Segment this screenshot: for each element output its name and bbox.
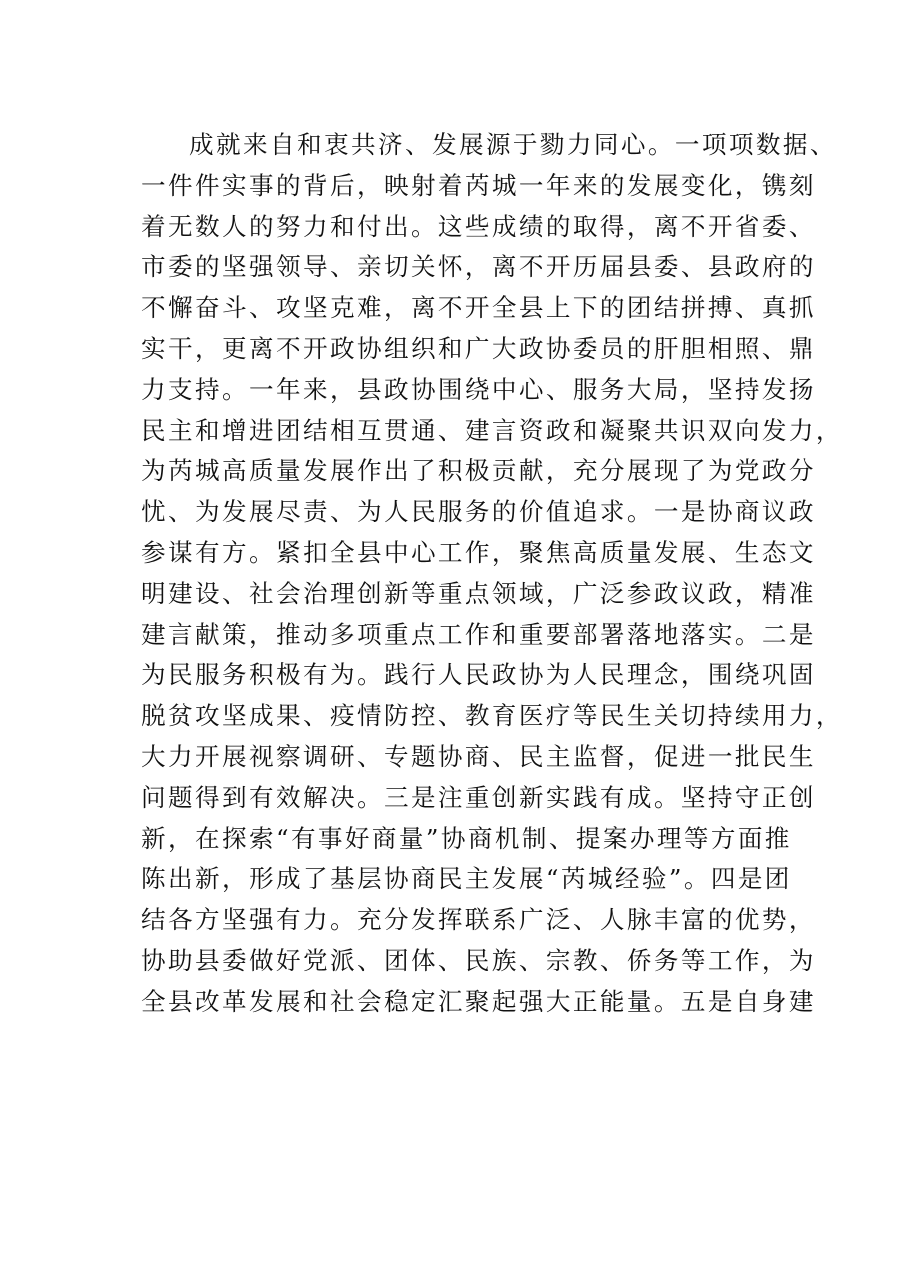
paragraph-line: 着无数人的努力和付出。这些成绩的取得，离不开省委、 (141, 211, 816, 241)
paragraph-line: 不懈奋斗、攻坚克难，离不开全县上下的团结拼搏、真抓 (141, 293, 816, 323)
paragraph-line: 一件件实事的背后，映射着芮城一年来的发展变化，镌刻 (141, 170, 816, 200)
paragraph-line: 参谋有方。紧扣全县中心工作，聚焦高质量发展、生态文 (141, 537, 816, 567)
paragraph-line: 结各方坚强有力。充分发挥联系广泛、人脉丰富的优势， (141, 905, 816, 935)
paragraph-line: 建言献策，推动多项重点工作和重要部署落地落实。二是 (141, 619, 816, 649)
paragraph-line: 全县改革发展和社会稳定汇聚起强大正能量。五是自身建 (141, 986, 816, 1016)
paragraph-line: 实干，更离不开政协组织和广大政协委员的肝胆相照、鼎 (141, 333, 816, 363)
paragraph-line: 成就来自和衷共济、发展源于勠力同心。一项项数据、 (189, 130, 837, 159)
paragraph-line: 问题得到有效解决。三是注重创新实践有成。坚持守正创 (141, 782, 816, 812)
paragraph-line: 陈出新，形成了基层协商民主发展“芮城经验”。四是团 (141, 864, 792, 894)
paragraph-line: 力支持。一年来，县政协围绕中心、服务大局，坚持发扬 (141, 374, 816, 404)
paragraph-line: 忧、为发展尽责、为人民服务的价值追求。一是协商议政 (141, 497, 816, 527)
paragraph-line: 明建设、社会治理创新等重点领域，广泛参政议政，精准 (141, 578, 816, 608)
paragraph-line: 脱贫攻坚成果、疫情防控、教育医疗等民生关切持续用力， (141, 701, 843, 731)
paragraph-line: 协助县委做好党派、团体、民族、宗教、侨务等工作，为 (141, 945, 816, 975)
paragraph-line: 为芮城高质量发展作出了积极贡献，充分展现了为党政分 (141, 456, 816, 486)
paragraph-line: 大力开展视察调研、专题协商、民主监督，促进一批民生 (141, 741, 816, 771)
paragraph-line: 民主和增进团结相互贯通、建言资政和凝聚共识双向发力， (141, 415, 843, 445)
paragraph-line: 为民服务积极有为。践行人民政协为人民理念，围绕巩固 (141, 660, 816, 690)
body-paragraph (141, 125, 843, 1023)
paragraph-line: 新，在探索“有事好商量”协商机制、提案办理等方面推 (141, 823, 792, 853)
paragraph-line: 市委的坚强领导、亲切关怀，离不开历届县委、县政府的 (141, 252, 816, 282)
